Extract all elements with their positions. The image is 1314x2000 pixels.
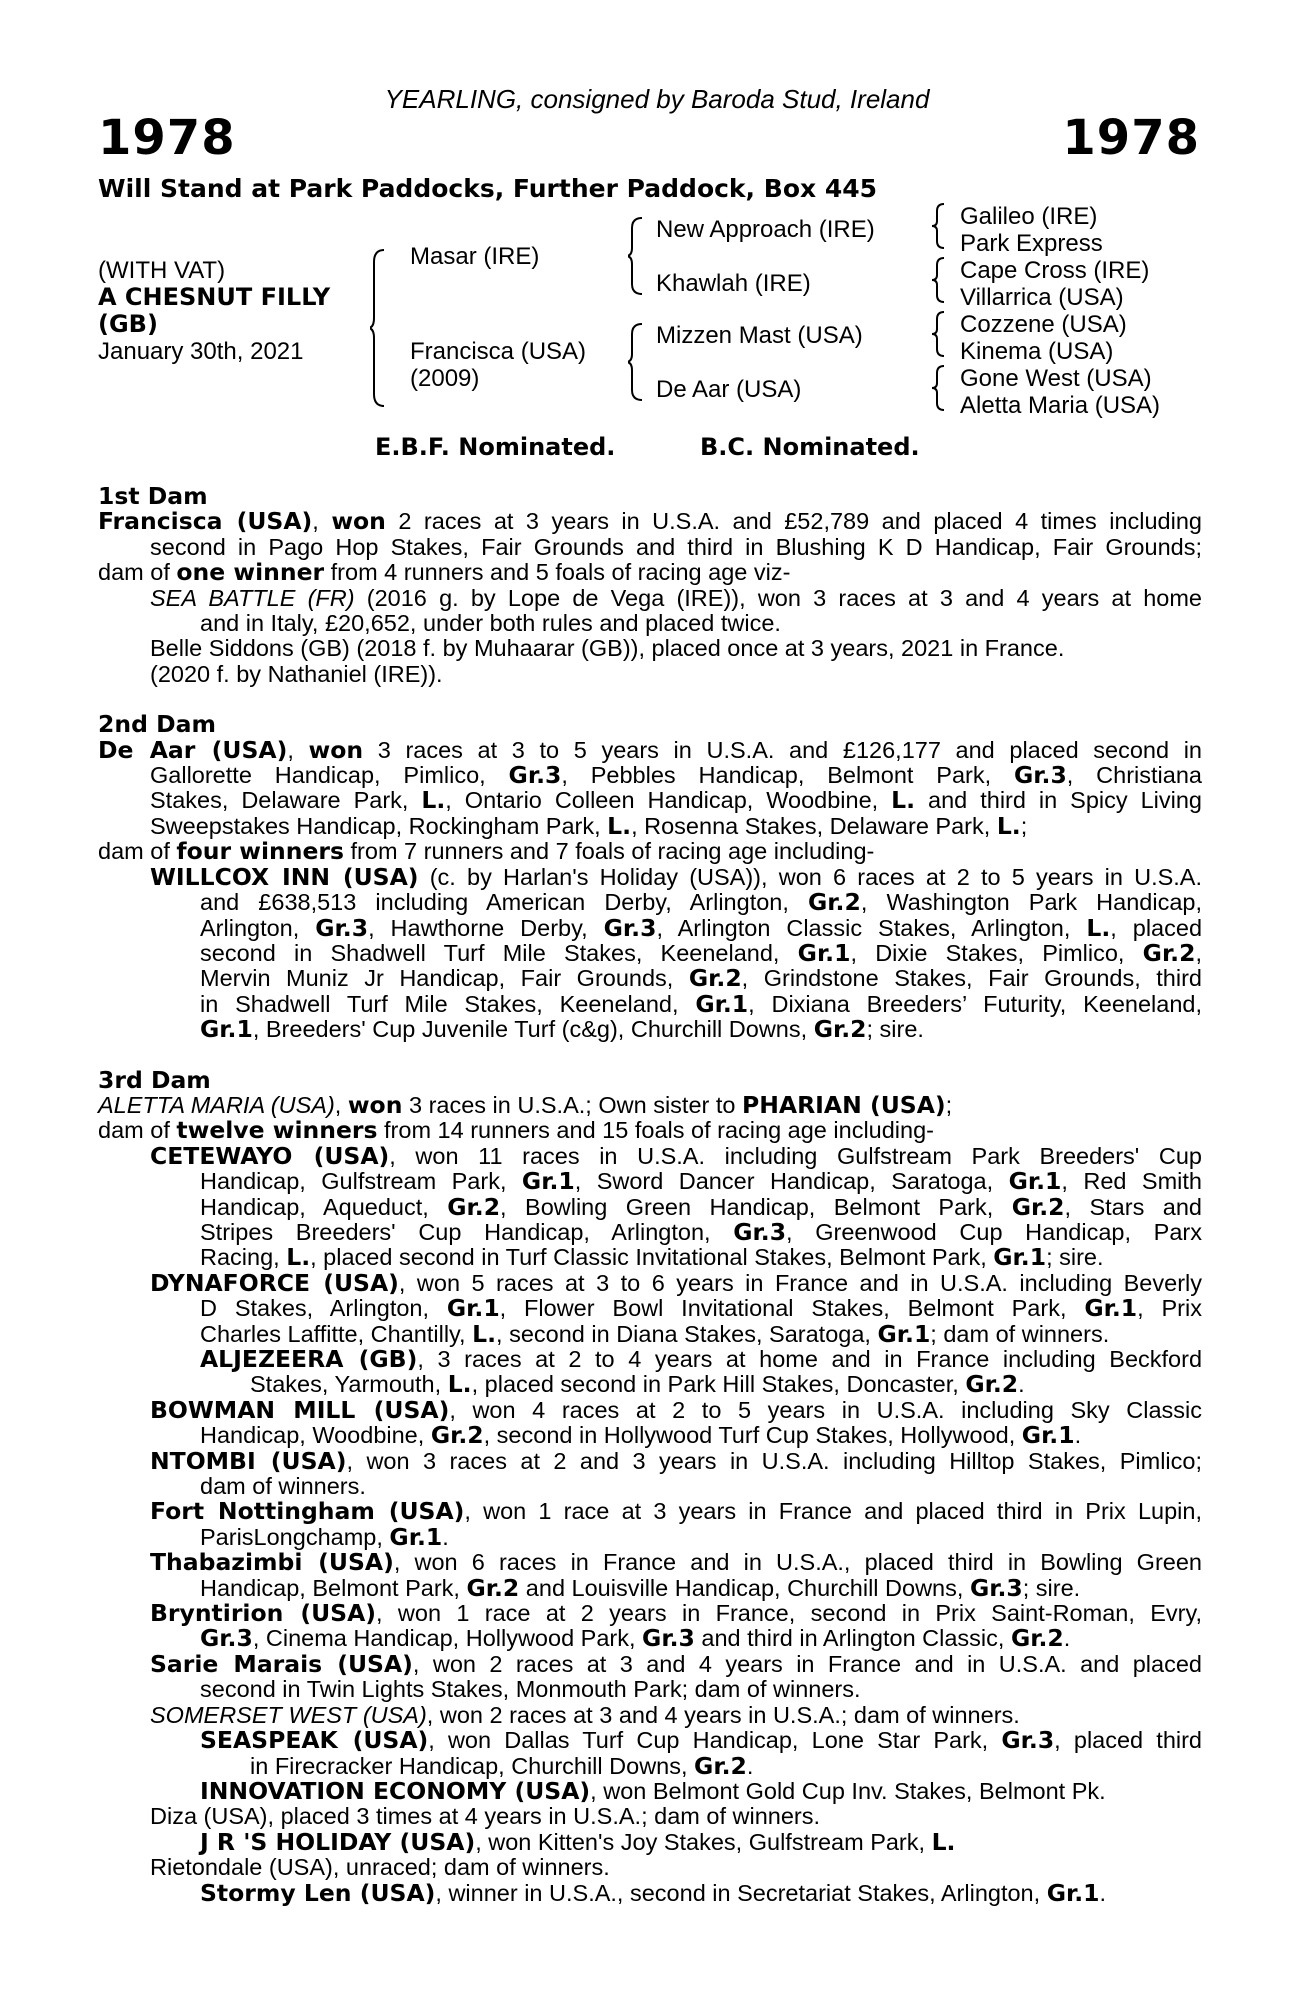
gg-3: Cape Cross (IRE) — [960, 257, 1150, 284]
record-line — [98, 1090, 1202, 1119]
text: D Stakes, Arlington, — [200, 1295, 447, 1322]
record-line — [98, 535, 1202, 560]
record-line — [98, 1499, 1202, 1524]
sire-dam: Khawlah (IRE) — [656, 270, 811, 297]
record-line — [98, 636, 1202, 661]
text: Gallorette Handicap, Pimlico, — [150, 762, 509, 789]
text: ; sire. — [1046, 1244, 1104, 1271]
bold-text: De Aar (USA) — [98, 735, 288, 764]
bold-text: CETEWAYO (USA) — [150, 1141, 390, 1170]
bold-text: ALJEZEERA (GB) — [200, 1345, 418, 1373]
text: , Dixiana Breeders’ Futurity, Keeneland, — [748, 990, 1202, 1017]
record-line — [98, 1217, 1202, 1246]
text: second in Pago Hop Stakes, Fair Grounds and third in Blushing K D Handicap, Fair Grounds; — [150, 533, 1202, 560]
text: , won 1 race at 3 years in France and placed third in Prix Lupin, — [464, 1498, 1202, 1525]
record-line — [98, 1319, 1202, 1348]
bold-text: Gr.1 — [1046, 1878, 1100, 1907]
text: from 14 runners and 15 foals of racing age including- — [377, 1117, 934, 1144]
record-line — [98, 1804, 1202, 1829]
record-line — [98, 509, 1202, 534]
text: . — [1063, 1625, 1071, 1652]
text: , Cinema Handicap, Hollywood Park, — [252, 1625, 643, 1652]
bold-text: Gr.3 — [733, 1217, 787, 1246]
bold-text: Bryntirion (USA) — [150, 1599, 377, 1628]
vat-note: (WITH VAT) — [98, 257, 226, 284]
text: and third in Spicy Living — [915, 787, 1202, 814]
record-line — [98, 1677, 1202, 1702]
bold-text: Gr.1 — [797, 938, 851, 967]
lot-number-left: 1978 — [98, 110, 236, 166]
text: , placed second in Park Hill Stakes, Doncaster, — [471, 1371, 966, 1398]
text: , placed third — [1054, 1727, 1202, 1754]
record-line — [98, 989, 1202, 1018]
record-line — [98, 611, 1202, 636]
gg-6: Kinema (USA) — [960, 338, 1114, 365]
bold-text: Gr.1 — [993, 1243, 1047, 1272]
text: , Flower Bowl Invitational Stakes, Belmont Park, — [499, 1295, 1085, 1322]
text: Handicap, Gulfstream Park, — [200, 1168, 522, 1195]
brace-gg-2 — [932, 256, 946, 304]
gg-5: Cozzene (USA) — [960, 311, 1127, 338]
section-heading: 2nd Dam — [98, 710, 216, 739]
brace-gg-1 — [932, 202, 946, 250]
bold-text: Gr.2 — [688, 964, 742, 993]
bold-text: Gr.1 — [1008, 1167, 1062, 1196]
record-line — [98, 1268, 1202, 1297]
text: , won 5 races at 3 to 6 years in France and in U.S.A. including Beverly — [398, 1269, 1202, 1296]
text: ; sire. — [1022, 1574, 1081, 1601]
text: second in Twin Lights Stakes, Monmouth Park; dam of winners. — [200, 1676, 861, 1703]
text: , Dixie Stakes, Pimlico, — [850, 939, 1143, 966]
bc-nomination: B.C. Nominated. — [700, 433, 920, 461]
italic-text: SEA BATTLE (FR) — [150, 584, 355, 611]
text: , Greenwood Cup Handicap, Parx — [786, 1218, 1202, 1245]
record-line — [98, 1522, 1202, 1551]
bold-text: L. — [996, 811, 1021, 840]
record-line — [98, 586, 1202, 611]
section-heading: 1st Dam — [98, 482, 208, 510]
section-gap — [98, 687, 1202, 712]
bold-text: Gr.3 — [200, 1624, 253, 1653]
gg-7: Gone West (USA) — [960, 365, 1152, 392]
record-line — [98, 1878, 1202, 1907]
text: , won 3 races at 2 and 3 years in U.S.A. including Hilltop Stakes, Pimlico; — [346, 1447, 1202, 1474]
brace-gg-4 — [932, 364, 946, 412]
text: , won 11 races in U.S.A. including Gulfstream Park Breeders' Cup — [389, 1142, 1202, 1169]
text: , winner in U.S.A., second in Secretariat Stakes, Arlington, — [435, 1879, 1047, 1906]
bold-text: Gr.3 — [508, 761, 562, 790]
record-line — [98, 763, 1202, 788]
text: (2016 g. by Lope de Vega (IRE)), won 3 races at 3 and 4 years at home — [354, 584, 1202, 611]
text: , Stars and — [1064, 1193, 1202, 1220]
text: dam of — [98, 1117, 177, 1144]
bold-text: Gr.2 — [808, 888, 861, 917]
text: , Breeders' Cup Juvenile Turf (c&g), Churchill Downs, — [252, 1016, 814, 1043]
bold-text: PHARIAN (USA) — [742, 1090, 946, 1119]
bold-text: Gr.1 — [1021, 1421, 1075, 1450]
record-line — [98, 1573, 1202, 1602]
bold-text: Gr.1 — [389, 1522, 443, 1551]
record-line — [98, 1017, 1202, 1042]
text: 2 races at 3 years in U.S.A. and £52,789 and placed 4 times including — [385, 508, 1202, 535]
consignment-line: YEARLING, consigned by Baroda Stud, Ireland — [384, 84, 930, 114]
text: , won Belmont Gold Cup Inv. Stakes, Belmont Pk. — [590, 1777, 1106, 1804]
text: Diza (USA), placed 3 times at 4 years in U.S.A.; dam of winners. — [150, 1803, 821, 1830]
text: , won 4 races at 2 to 5 years in U.S.A. including Sky Classic — [449, 1396, 1203, 1423]
text: . — [1074, 1422, 1082, 1449]
brace-dam-parents — [628, 322, 644, 402]
bold-text: J R 'S HOLIDAY (USA) — [200, 1827, 476, 1856]
dam-dam: De Aar (USA) — [656, 376, 802, 403]
text: , won Dallas Turf Cup Handicap, Lone Star Park, — [428, 1727, 1002, 1754]
text: , Christiana — [1066, 762, 1202, 789]
text: . — [1099, 1879, 1107, 1906]
text: , Prix — [1137, 1295, 1202, 1322]
bold-text: Gr.2 — [1142, 938, 1196, 967]
text: , — [1195, 939, 1202, 966]
text: Handicap, Woodbine, — [200, 1422, 431, 1449]
text: , Red Smith — [1061, 1168, 1202, 1195]
record-line — [98, 1827, 1202, 1856]
record-line — [98, 1446, 1202, 1475]
text: dam of — [98, 559, 177, 586]
text: , placed second in Turf Classic Invitational Stakes, Belmont Park, — [310, 1244, 994, 1271]
text: , 3 races at 2 to 4 years at home and in France including Beckford — [417, 1346, 1203, 1372]
bold-text: twelve winners — [176, 1116, 378, 1145]
bold-text: Gr.2 — [1010, 1624, 1064, 1653]
bold-text: L. — [421, 786, 446, 815]
bold-text: won — [347, 1090, 403, 1119]
bold-text: Gr.1 — [695, 989, 749, 1018]
section-gap — [98, 1043, 1202, 1068]
record-line — [98, 1347, 1202, 1372]
record-line — [98, 1474, 1202, 1499]
bold-text: four winners — [176, 837, 344, 866]
bold-text: L. — [607, 811, 632, 840]
lot-number-right: 1978 — [1062, 110, 1200, 166]
record-line — [98, 966, 1202, 991]
record-line — [98, 890, 1202, 915]
text: , Hawthorne Derby, — [368, 914, 604, 941]
record-line — [98, 913, 1203, 942]
section-heading: 3rd Dam — [98, 1065, 211, 1094]
text: 3 races in U.S.A.; Own sister to — [402, 1091, 742, 1118]
text: Stripes Breeders' Cup Handicap, Arlington, — [200, 1218, 734, 1245]
subject-name-line1: A CHESNUT FILLY — [98, 283, 331, 311]
bold-text: L. — [1086, 913, 1111, 942]
stabling-location: Will Stand at Park Paddocks, Further Paddock, Box 445 — [98, 174, 878, 203]
text: . — [442, 1523, 449, 1550]
record-line — [98, 1395, 1203, 1424]
gg-4: Villarrica (USA) — [960, 284, 1124, 311]
bold-text: Gr.1 — [521, 1167, 575, 1196]
subject-name-line2: (GB) — [98, 310, 158, 338]
bold-text: Gr.2 — [430, 1421, 484, 1450]
bold-text: one winner — [176, 558, 325, 587]
text: 3 races at 3 to 5 years in U.S.A. and £126,177 and placed second in — [363, 736, 1202, 763]
bold-text: Stormy Len (USA) — [200, 1878, 436, 1907]
text: , — [312, 508, 332, 535]
italic-text: ALETTA MARIA (USA) — [98, 1091, 335, 1118]
text: , Ontario Colleen Handicap, Woodbine, — [445, 787, 892, 814]
dam: Francisca (USA) — [410, 338, 587, 365]
text: . — [1018, 1371, 1025, 1398]
text: and Louisville Handicap, Churchill Downs, — [519, 1574, 970, 1601]
bold-text: Gr.1 — [446, 1294, 500, 1323]
bold-text: L. — [931, 1827, 956, 1856]
record-line — [98, 1192, 1202, 1221]
text: in Firecracker Handicap, Churchill Downs, — [250, 1752, 695, 1779]
record-line — [98, 1776, 1202, 1805]
text: (2020 f. by Nathaniel (IRE)). — [150, 660, 443, 687]
text: Rietondale (USA), unraced; dam of winners. — [150, 1854, 610, 1881]
text: , Bowling Green Handicap, Belmont Park, — [500, 1193, 1012, 1220]
text: , won 1 race at 2 years in France, second in Prix Saint-Roman, Evry, — [376, 1600, 1202, 1627]
text: , won 2 races at 3 and 4 years in U.S.A.; dam of winners. — [426, 1701, 1020, 1728]
text: , Rosenna Stakes, Delaware Park, — [631, 812, 997, 839]
brace-parents — [370, 248, 386, 408]
bold-text: Gr.2 — [694, 1751, 747, 1780]
record-line — [98, 662, 1202, 687]
bold-text: Francisca (USA) — [98, 507, 313, 536]
text: dam of — [98, 838, 177, 865]
bold-text: NTOMBI (USA) — [150, 1446, 347, 1475]
text: Sweepstakes Handicap, Rockingham Park, — [150, 812, 608, 839]
sire: Masar (IRE) — [410, 243, 540, 270]
text: Handicap, Aqueduct, — [200, 1193, 448, 1220]
gg-8: Aletta Maria (USA) — [960, 392, 1161, 419]
text: Handicap, Belmont Park, — [200, 1574, 467, 1601]
text: Mervin Muniz Jr Handicap, Fair Grounds, — [200, 965, 689, 992]
dam-sire: Mizzen Mast (USA) — [656, 322, 863, 349]
bold-text: Gr.2 — [1011, 1192, 1065, 1221]
bold-text: Gr.3 — [315, 913, 369, 942]
record-line — [98, 1118, 1202, 1143]
bold-text: DYNAFORCE (USA) — [150, 1268, 399, 1297]
text: , — [334, 1091, 348, 1118]
text: dam of winners. — [200, 1473, 366, 1500]
text: , won 2 races at 3 and 4 years in France and in U.S.A. and placed — [412, 1650, 1202, 1677]
text: and in Italy, £20,652, under both rules and placed twice. — [200, 610, 781, 637]
text: . — [746, 1752, 754, 1779]
italic-text: SOMERSET WEST (USA) — [150, 1701, 427, 1728]
text: , placed — [1110, 914, 1203, 941]
record-line — [98, 560, 1202, 585]
record-line — [98, 1245, 1202, 1270]
bold-text: Sarie Marais (USA) — [150, 1649, 413, 1678]
text: , second in Diana Stakes, Saratoga, — [496, 1320, 878, 1347]
bold-text: won — [331, 507, 386, 536]
bold-text: SEASPEAK (USA) — [200, 1726, 429, 1755]
text: , second in Hollywood Turf Cup Stakes, Hollywood, — [483, 1422, 1022, 1449]
text: ParisLongchamp, — [200, 1523, 390, 1550]
bold-text: L. — [286, 1243, 311, 1272]
bold-text: Gr.2 — [813, 1015, 867, 1044]
text: and third in Arlington Classic, — [694, 1625, 1011, 1652]
record-line — [98, 788, 1202, 813]
bold-text: Gr.2 — [447, 1192, 501, 1221]
gg-2: Park Express — [960, 230, 1103, 257]
bold-text: won — [308, 735, 364, 764]
bold-text: Gr.2 — [466, 1573, 520, 1602]
text: Racing, — [200, 1244, 287, 1271]
bold-text: Gr.1 — [1084, 1294, 1138, 1323]
text: Stakes, Delaware Park, — [150, 787, 422, 814]
record-line — [98, 1649, 1202, 1678]
text: from 7 runners and 7 foals of racing age including- — [344, 838, 875, 865]
produce-record — [98, 484, 1202, 1906]
bold-text: INNOVATION ECONOMY (USA) — [200, 1776, 591, 1805]
bold-text: Fort Nottingham (USA) — [150, 1497, 465, 1526]
text: Stakes, Yarmouth, — [250, 1371, 448, 1398]
text: , won Kitten's Joy Stakes, Gulfstream Park, — [475, 1828, 932, 1855]
bold-text: Gr.1 — [877, 1319, 931, 1348]
bold-text: L. — [447, 1370, 472, 1399]
text: , — [287, 736, 309, 763]
record-line — [98, 811, 1202, 840]
text: (c. by Harlan's Holiday (USA)), won 6 races at 2 to 5 years in U.S.A. — [418, 863, 1202, 890]
record-line — [98, 1372, 1202, 1397]
record-line — [98, 862, 1202, 891]
text: Belle Siddons (GB) (2018 f. by Muhaarar (GB)), placed once at 3 years, 2021 in France. — [150, 635, 1065, 662]
text: , Grindstone Stakes, Fair Grounds, third — [741, 965, 1202, 992]
bold-text: L. — [891, 786, 916, 815]
text: , Arlington Classic Stakes, Arlington, — [656, 914, 1087, 941]
record-line — [98, 735, 1202, 764]
text: , won 6 races in France and in U.S.A., placed third in Bowling Green — [393, 1549, 1202, 1576]
bold-text: Gr.3 — [1013, 761, 1067, 790]
record-line — [98, 1751, 1202, 1780]
ebf-nomination: E.B.F. Nominated. — [375, 433, 616, 461]
record-line — [98, 1296, 1202, 1321]
text: in Shadwell Turf Mile Stakes, Keeneland, — [200, 990, 696, 1017]
record-line — [98, 1703, 1202, 1728]
foaling-date: January 30th, 2021 — [98, 338, 304, 365]
text: second in Shadwell Turf Mile Stakes, Keeneland, — [200, 939, 798, 966]
record-line — [98, 1626, 1202, 1651]
text: from 4 runners and 5 foals of racing age viz- — [324, 559, 791, 586]
bold-text: WILLCOX INN (USA) — [150, 862, 419, 891]
gg-1: Galileo (IRE) — [960, 203, 1098, 230]
bold-text: L. — [472, 1319, 497, 1348]
bold-text: Gr.2 — [965, 1370, 1019, 1399]
bold-text: Gr.3 — [642, 1624, 695, 1653]
text: , Sword Dancer Handicap, Saratoga, — [574, 1168, 1009, 1195]
text: , Washington Park Handicap, — [860, 889, 1203, 916]
record-line — [98, 1169, 1202, 1194]
record-line — [98, 1141, 1202, 1170]
brace-gg-3 — [932, 310, 946, 358]
record-line — [98, 1728, 1202, 1753]
record-line — [98, 1855, 1202, 1880]
bold-text: Gr.3 — [603, 913, 657, 942]
text: and £638,513 including American Derby, Arlington, — [200, 889, 808, 916]
text: ; — [945, 1091, 953, 1118]
bold-text: BOWMAN MILL (USA) — [150, 1395, 450, 1424]
text: ; — [1020, 812, 1028, 839]
text: ; sire. — [866, 1016, 924, 1043]
bold-text: Gr.1 — [200, 1015, 253, 1044]
text: Arlington, — [200, 914, 316, 941]
record-line — [98, 839, 1202, 864]
sire-sire: New Approach (IRE) — [656, 216, 875, 243]
text: Charles Laffitte, Chantilly, — [200, 1320, 473, 1347]
record-line — [98, 938, 1202, 967]
dam-year: (2009) — [410, 365, 480, 392]
text: , Pebbles Handicap, Belmont Park, — [561, 762, 1014, 789]
brace-sire-parents — [628, 216, 644, 296]
bold-text: Gr.3 — [969, 1573, 1023, 1602]
record-line — [98, 1423, 1202, 1448]
record-line — [98, 1550, 1202, 1575]
bold-text: Gr.3 — [1001, 1726, 1055, 1755]
text: ; dam of winners. — [930, 1320, 1110, 1347]
record-line — [98, 1601, 1202, 1626]
bold-text: Thabazimbi (USA) — [150, 1548, 394, 1577]
